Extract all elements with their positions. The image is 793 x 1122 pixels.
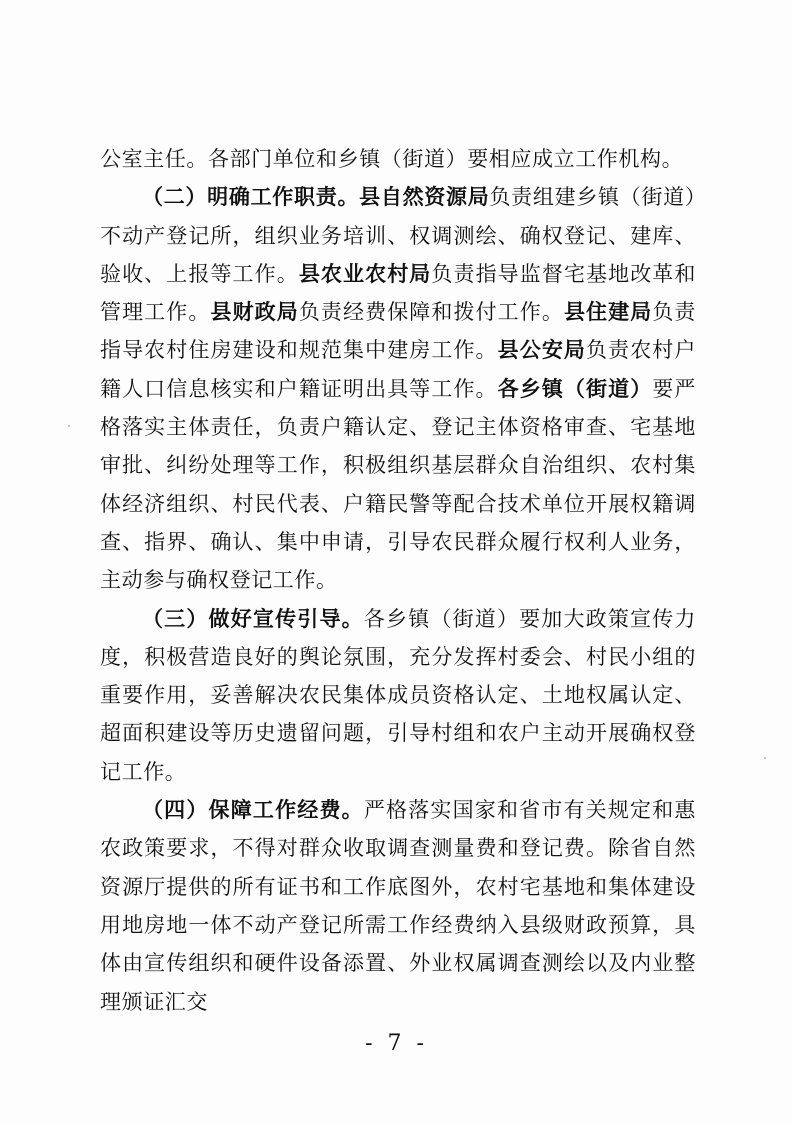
- body-text: [100, 140, 696, 1021]
- body-text-run: 公室主任。各部门单位和乡镇（街道）要相应成立工作机构。: [100, 147, 684, 171]
- bold-heading-text: 县公安局: [497, 337, 587, 363]
- bold-heading-text: 县住建局: [563, 299, 653, 325]
- body-text-run: 负责农村户籍人口信息核实和户籍证明出具等工作。: [100, 338, 696, 401]
- body-text-run: 负责组建乡镇（街道）不动产登记所，组织业务培训、权调测绘、确权登记、建库、验收、上报等工作。: [100, 185, 696, 286]
- bold-heading-text: 县自然资源局: [359, 184, 490, 210]
- bold-heading-text: 县农业农村局: [298, 260, 432, 286]
- page-number: - 7 -: [365, 1031, 428, 1056]
- body-text-run: 各乡镇（街道）要加大政策宣传力度，积极营造良好的舆论氛围，充分发挥村委会、村民小组的重要作用，妥善解决农民集体成员资格认定、土地权属认定、超面积建设等历史遗留问题，引导村组和农户主动开展确权登记工作。: [100, 606, 697, 784]
- body-text-run: 负责指导农村住房建设和规范集中建房工作。: [100, 300, 697, 363]
- bold-heading-text: 各乡镇（街道）: [497, 375, 653, 401]
- bold-heading-text: （四）保障工作经费。: [142, 797, 364, 823]
- body-text-run: 严格落实国家和省市有关规定和惠农政策要求，不得对群众收取调查测量费和登记费。除省自然资源厅提供的所有证书和工作底图外，农村宅基地和集体建设用地房地一体不动产登记所需工作经费纳入县级财政预算，具体由宣传组织和硬件设备添置、外业权属调查测绘以及内业整理颁证汇交: [100, 798, 697, 1014]
- scan-speck: [764, 757, 766, 759]
- body-text-run: 负责经费保障和拨付工作。: [298, 300, 564, 325]
- paragraph: [100, 791, 696, 1021]
- scan-speck: [68, 425, 70, 427]
- bold-heading-text: 县财政局: [210, 299, 299, 325]
- bold-heading-text: （二）明确工作职责。: [142, 184, 360, 210]
- bold-heading-text: （三）做好宣传引导。: [142, 605, 364, 631]
- paragraph: [100, 140, 696, 178]
- paragraph: [100, 600, 696, 791]
- paragraph: [100, 178, 696, 599]
- body-text-run: 要严格落实主体责任，负责户籍认定、登记主体资格审查、宅基地审批、纠纷处理等工作，积极组织基层群众自治组织、农村集体经济组织、村民代表、户籍民警等配合技术单位开展权籍调查、指界、确认、集中申请，引导农民群众履行权利人业务，主动参与确权登记工作。: [100, 376, 696, 593]
- body-text-run: 负责指导监督宅基地改革和管理工作。: [100, 261, 696, 325]
